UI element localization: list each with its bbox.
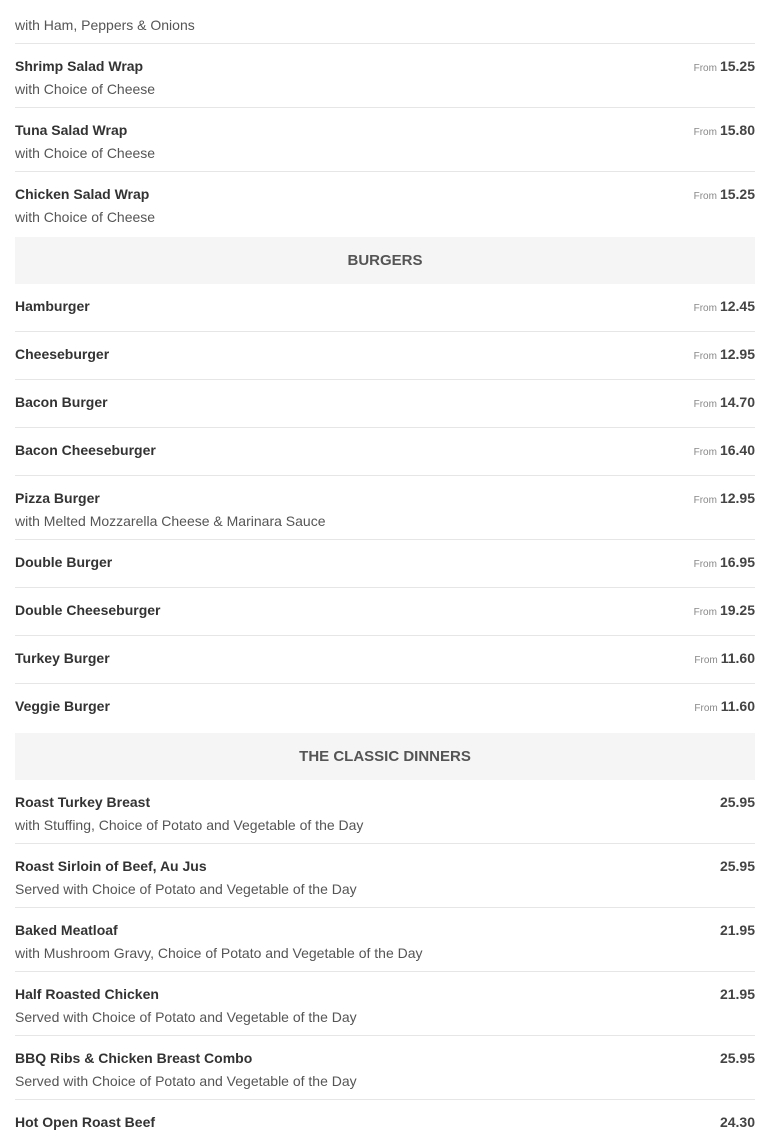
item-name: Hamburger (15, 298, 90, 314)
price-value: 16.40 (719, 442, 755, 458)
section-heading-classic-dinners: THE CLASSIC DINNERS (15, 733, 755, 780)
menu-item[interactable] (15, 108, 755, 172)
menu-item[interactable] (15, 332, 755, 380)
menu-item[interactable] (15, 476, 755, 540)
menu-item[interactable] (15, 908, 755, 972)
item-price (694, 345, 755, 366)
price-from-label: From (693, 303, 717, 314)
section-heading-burgers: BURGERS (15, 237, 755, 284)
menu-item[interactable] (15, 428, 755, 476)
menu-item[interactable] (15, 636, 755, 684)
price-value: 15.25 (719, 58, 755, 74)
item-price (694, 121, 755, 142)
menu-item[interactable] (15, 1036, 755, 1100)
price-value: 12.45 (719, 298, 755, 314)
burgers-list (15, 284, 755, 731)
item-name: Double Cheeseburger (15, 602, 161, 618)
item-name: Tuna Salad Wrap (15, 122, 128, 138)
item-name: Chicken Salad Wrap (15, 186, 150, 202)
item-name: Double Burger (15, 554, 113, 570)
price-value: 11.60 (720, 698, 755, 714)
item-name: Shrimp Salad Wrap (15, 58, 144, 74)
menu-item[interactable] (15, 844, 755, 908)
item-name: Veggie Burger (15, 698, 110, 714)
item-name: Baked Meatloaf (15, 922, 118, 938)
price-value: 12.95 (719, 490, 755, 506)
item-price (720, 793, 755, 811)
item-description: with Choice of Cheese (15, 81, 156, 97)
price-value: 25.95 (719, 1050, 755, 1066)
item-price (694, 553, 755, 574)
item-price (694, 601, 755, 622)
item-description: with Choice of Cheese (15, 145, 156, 161)
item-description: with Mushroom Gravy, Choice of Potato and Vegetable of the Day (15, 945, 423, 961)
price-from-label: From (693, 351, 717, 362)
price-from-label: From (693, 399, 717, 410)
item-price (694, 393, 755, 414)
item-name: Roast Turkey Breast (15, 794, 151, 810)
menu-item[interactable] (15, 380, 755, 428)
price-from-label: From (694, 655, 718, 666)
item-description: Served with Choice of Potato and Vegetable of the Day (15, 1009, 357, 1025)
menu-item[interactable] (15, 540, 755, 588)
menu-item[interactable] (15, 0, 755, 44)
item-price (694, 57, 755, 78)
item-description: with Melted Mozzarella Cheese & Marinara Sauce (15, 513, 326, 529)
item-price (720, 921, 755, 939)
price-from-label: From (693, 495, 717, 506)
item-price (694, 185, 755, 206)
item-price (694, 297, 755, 318)
menu-item[interactable] (15, 972, 755, 1036)
price-from-label: From (693, 191, 717, 202)
price-from-label: From (693, 559, 717, 570)
item-description: Served with Choice of Potato and Vegetable of the Day (15, 1073, 357, 1089)
price-value: 16.95 (719, 554, 755, 570)
item-name: Half Roasted Chicken (15, 986, 159, 1002)
price-from-label: From (693, 607, 717, 618)
price-value: 21.95 (719, 986, 755, 1002)
item-price (694, 649, 755, 670)
menu-item[interactable] (15, 172, 755, 235)
price-value: 24.30 (719, 1114, 755, 1130)
menu-item[interactable] (15, 284, 755, 332)
item-name: Roast Sirloin of Beef, Au Jus (15, 858, 207, 874)
price-from-label: From (694, 703, 718, 714)
item-price (694, 489, 755, 510)
item-name: Hot Open Roast Beef (15, 1114, 156, 1130)
price-value: 15.80 (719, 122, 755, 138)
item-description: with Stuffing, Choice of Potato and Vegetable of the Day (15, 817, 364, 833)
item-name: Pizza Burger (15, 490, 100, 506)
price-from-label: From (693, 447, 717, 458)
price-value: 25.95 (719, 794, 755, 810)
item-name (15, 0, 755, 11)
item-description: Served with Choice of Potato and Vegetable of the Day (15, 881, 357, 897)
wraps-list (15, 0, 755, 235)
price-from-label: From (693, 127, 717, 138)
item-price (720, 1049, 755, 1067)
menu-item[interactable] (15, 44, 755, 108)
price-value: 25.95 (719, 858, 755, 874)
item-price (720, 1113, 755, 1131)
price-value: 19.25 (719, 602, 755, 618)
item-name: Bacon Burger (15, 394, 108, 410)
item-price (720, 985, 755, 1003)
item-name: Cheeseburger (15, 346, 110, 362)
menu-item[interactable] (15, 684, 755, 731)
item-name: Bacon Cheeseburger (15, 442, 156, 458)
price-value: 11.60 (720, 650, 755, 666)
item-price (694, 441, 755, 462)
item-price (720, 857, 755, 875)
price-value: 21.95 (719, 922, 755, 938)
menu-page (15, 0, 755, 1135)
item-description: with Choice of Cheese (15, 209, 156, 225)
price-value: 15.25 (719, 186, 755, 202)
menu-item[interactable] (15, 780, 755, 844)
item-price (694, 697, 755, 718)
price-from-label: From (693, 63, 717, 74)
menu-item[interactable] (15, 588, 755, 636)
item-name: BBQ Ribs & Chicken Breast Combo (15, 1050, 253, 1066)
menu-item[interactable] (15, 1100, 755, 1135)
price-value: 14.70 (719, 394, 755, 410)
item-name: Turkey Burger (15, 650, 110, 666)
price-value: 12.95 (719, 346, 755, 362)
classic-dinners-list (15, 780, 755, 1135)
item-description: with Ham, Peppers & Onions (15, 17, 195, 33)
